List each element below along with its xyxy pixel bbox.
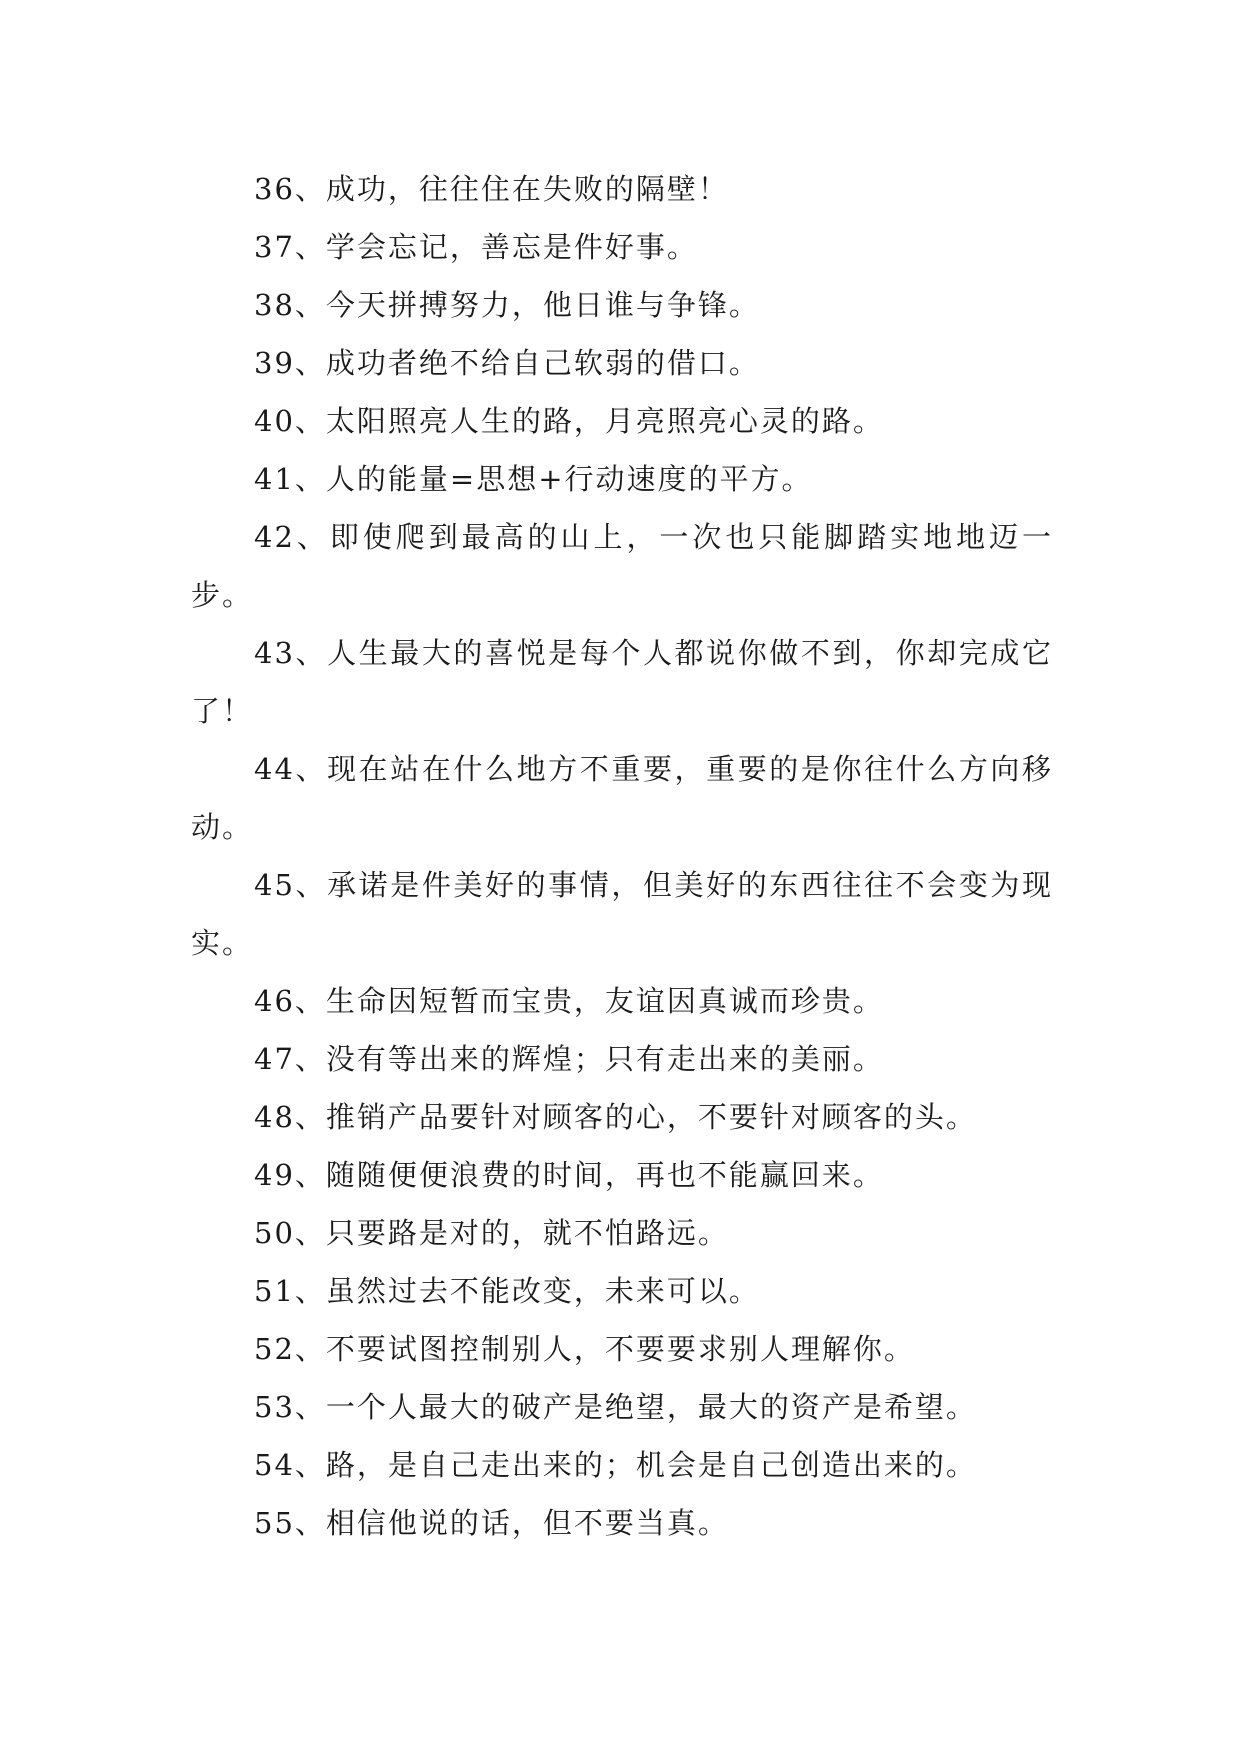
paragraph-50: 50、只要路是对的，就不怕路远。 xyxy=(254,1216,729,1250)
paragraph-39: 39、成功者绝不给自己软弱的借口。 xyxy=(254,346,760,380)
paragraph-52: 52、不要试图控制别人，不要要求别人理解你。 xyxy=(254,1332,915,1366)
paragraph-54: 54、路，是自己走出来的；机会是自己创造出来的。 xyxy=(254,1448,977,1482)
paragraph-42: 42、即使爬到最高的山上，一次也只能脚踏实地地迈一步。 xyxy=(191,520,1053,612)
paragraph-55: 55、相信他说的话，但不要当真。 xyxy=(254,1506,729,1540)
paragraph-43: 43、人生最大的喜悦是每个人都说你做不到，你却完成它了！ xyxy=(191,636,1053,728)
paragraph-41: 41、人的能量=思想+行动速度的平方。 xyxy=(254,462,813,496)
paragraph-53: 53、一个人最大的破产是绝望，最大的资产是希望。 xyxy=(254,1390,977,1424)
paragraph-40: 40、太阳照亮人生的路，月亮照亮心灵的路。 xyxy=(254,404,884,438)
paragraph-37: 37、学会忘记，善忘是件好事。 xyxy=(254,230,698,264)
paragraph-36: 36、成功，往往住在失败的隔壁！ xyxy=(254,172,729,206)
paragraph-46: 46、生命因短暂而宝贵，友谊因真诚而珍贵。 xyxy=(254,984,884,1018)
document-body xyxy=(191,160,1053,1552)
paragraph-48: 48、推销产品要针对顾客的心，不要针对顾客的头。 xyxy=(254,1100,977,1134)
paragraph-44: 44、现在站在什么地方不重要，重要的是你往什么方向移动。 xyxy=(191,752,1053,844)
paragraph-45: 45、承诺是件美好的事情，但美好的东西往往不会变为现实。 xyxy=(191,868,1053,960)
paragraph-47: 47、没有等出来的辉煌；只有走出来的美丽。 xyxy=(254,1042,884,1076)
paragraph-38: 38、今天拼搏努力，他日谁与争锋。 xyxy=(254,288,760,322)
paragraph-51: 51、虽然过去不能改变，未来可以。 xyxy=(254,1274,760,1308)
paragraph-49: 49、随随便便浪费的时间，再也不能赢回来。 xyxy=(254,1158,884,1192)
